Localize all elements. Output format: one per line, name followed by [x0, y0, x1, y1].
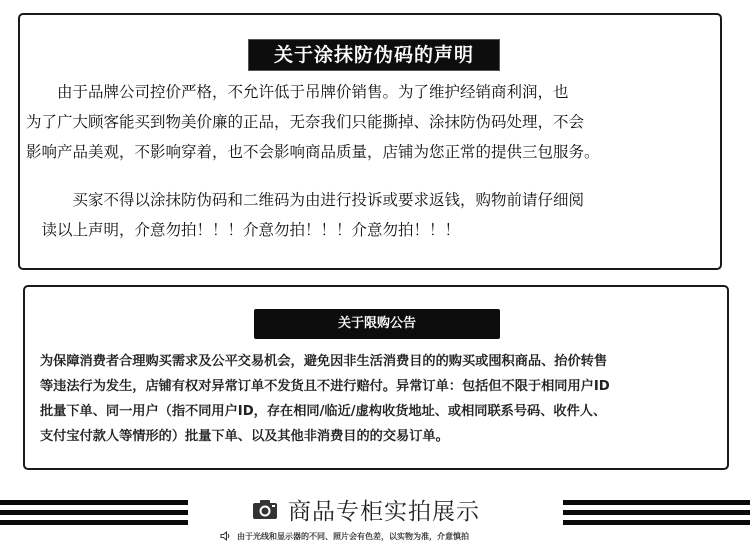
purchase-limit-notice	[23, 285, 729, 470]
speaker-icon	[220, 531, 231, 541]
anti-counterfeit-notice	[18, 13, 722, 270]
notice-line: 批量下单、同一用户（指不同用户ID，存在相同/临近/虚构收货地址、或相同联系号码、收件人、	[40, 404, 607, 419]
decorative-stripes-right	[563, 500, 750, 532]
anti-counterfeit-notice-paragraph-2	[26, 185, 714, 245]
showcase-banner-title	[252, 491, 480, 527]
anti-counterfeit-notice-paragraph-1	[26, 77, 714, 167]
showcase-subtitle-text: 由于光线和显示器的不同、照片会有色差，以实物为准，介意慎拍	[237, 531, 469, 541]
showcase-banner-subtitle	[220, 529, 469, 543]
purchase-limit-notice-title: 关于限购公告	[254, 309, 500, 339]
showcase-title-text: 商品专柜实拍展示	[288, 498, 480, 525]
notice-line: 为了广大顾客能买到物美价廉的正品，无奈我们只能撕掉、涂抹防伪码处理，不会	[26, 113, 585, 131]
purchase-limit-notice-body	[40, 349, 720, 449]
notice-line: 买家不得以涂抹防伪码和二维码为由进行投诉或要求返钱，购物前请仔细阅	[26, 191, 585, 209]
notice-line: 为保障消费者合理购买需求及公平交易机会，避免因非生活消费目的的购买或囤积商品、抬价转售	[40, 354, 608, 369]
notice-line: 由于品牌公司控价严格，不允许低于吊牌价销售。为了维护经销商利润，也	[26, 83, 569, 101]
notice-line: 支付宝付款人等情形的）批量下单、以及其他非消费目的的交易订单。	[40, 429, 449, 444]
camera-icon	[252, 498, 278, 520]
notice-line: 等违法行为发生，店铺有权对异常订单不发货且不进行赔付。异常订单：包括但不限于相同用户ID	[40, 379, 610, 394]
notice-line: 影响产品美观，不影响穿着，也不会影响商品质量，店铺为您正常的提供三包服务。	[26, 143, 600, 161]
notice-line: 读以上声明，介意勿拍！！！介意勿拍！！！介意勿拍！！！	[26, 221, 461, 239]
decorative-stripes-left	[0, 500, 188, 532]
anti-counterfeit-notice-title: 关于涂抹防伪码的声明	[248, 39, 500, 71]
